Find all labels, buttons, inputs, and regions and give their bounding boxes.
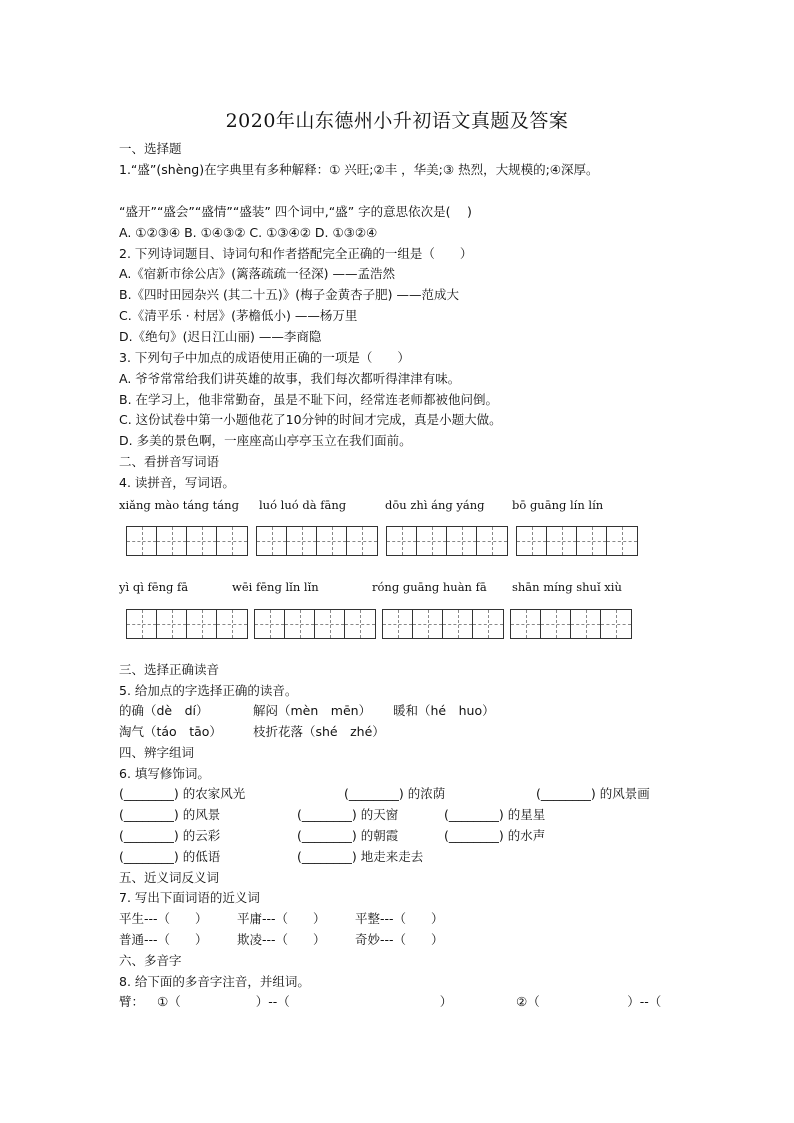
q1-sub: “盛开”“盛会”“盛情”“盛装” 四个词中,“盛” 字的意思依次是( ) [119, 204, 472, 219]
grid-cell[interactable] [287, 527, 317, 555]
pinyin-prompt: xiǎnɡ mào tánɡ tánɡ [119, 498, 239, 512]
synonym-blank[interactable]: 平整---（ ） [355, 911, 444, 926]
polyphone-blank-1[interactable]: ①（ ）--（ ） [157, 994, 453, 1009]
section-5-heading: 五、近义词反义词 [119, 870, 220, 885]
q2-option-a: A.《宿新市徐公店》(篱落疏疏一径深) ——孟浩然 [119, 266, 396, 281]
grid-cell[interactable] [157, 527, 187, 555]
pinyin-prompt: dōu zhì ánɡ yánɡ [385, 498, 485, 512]
writing-grid[interactable] [126, 526, 248, 556]
fill-blank[interactable]: (________) 的星星 [444, 807, 546, 822]
grid-cell[interactable] [511, 610, 541, 638]
grid-cell[interactable] [187, 527, 217, 555]
polyphone-char: 臂： [119, 994, 145, 1009]
grid-cell[interactable] [387, 527, 417, 555]
grid-cell[interactable] [577, 527, 607, 555]
grid-cell[interactable] [257, 527, 287, 555]
fill-blank[interactable]: (________) 的云彩 [119, 828, 221, 843]
grid-cell[interactable] [517, 527, 547, 555]
grid-cell[interactable] [541, 610, 571, 638]
pinyin-prompt: yì qì fēnɡ fā [119, 580, 189, 594]
grid-cell[interactable] [547, 527, 577, 555]
synonym-blank[interactable]: 平生---（ ） [119, 911, 208, 926]
fill-blank[interactable]: (________) 的天窗 [297, 807, 399, 822]
section-1-heading: 一、选择题 [119, 141, 182, 156]
grid-cell[interactable] [473, 610, 503, 638]
q6-stem: 6. 填写修饰词。 [119, 766, 210, 781]
grid-cell[interactable] [477, 527, 507, 555]
reading-choice: 解闷（mèn mēn） [253, 703, 372, 718]
grid-cell[interactable] [347, 527, 377, 555]
q1-stem: 1.“盛”(shènɡ)在字典里有多种解释：① 兴旺;②丰 ，华美;③ 热烈，大规模的;④深厚。 [119, 162, 599, 177]
grid-cell[interactable] [127, 527, 157, 555]
fill-blank[interactable]: (________) 的水声 [444, 828, 546, 843]
fill-blank[interactable]: (________) 的朝霞 [297, 828, 399, 843]
grid-cell[interactable] [443, 610, 473, 638]
pinyin-prompt: luó luó dà fānɡ [259, 498, 347, 512]
grid-cell[interactable] [345, 610, 375, 638]
writing-grid[interactable] [386, 526, 508, 556]
writing-grid[interactable] [510, 609, 632, 639]
writing-grid[interactable] [256, 526, 378, 556]
q7-stem: 7. 写出下面词语的近义词 [119, 890, 260, 905]
fill-blank[interactable]: (________) 的风景 [119, 807, 221, 822]
grid-cell[interactable] [607, 527, 637, 555]
page-title: 2020年山东德州小升初语文真题及答案 [225, 110, 569, 132]
writing-grid[interactable] [516, 526, 638, 556]
grid-cell[interactable] [127, 610, 157, 638]
grid-cell[interactable] [255, 610, 285, 638]
writing-grid[interactable] [126, 609, 248, 639]
grid-cell[interactable] [417, 527, 447, 555]
q8-stem: 8. 给下面的多音字注音，并组词。 [119, 974, 310, 989]
fill-blank[interactable]: (________) 的农家风光 [119, 786, 246, 801]
reading-choice: 的确（dè dí） [119, 703, 209, 718]
grid-cell[interactable] [187, 610, 217, 638]
q5-stem: 5. 给加点的字选择正确的读音。 [119, 683, 298, 698]
q3-option-b: B. 在学习上，他非常勤奋，虽是不耻下问，经常连老师都被他问倒。 [119, 392, 499, 407]
synonym-blank[interactable]: 奇妙---（ ） [355, 932, 444, 947]
section-4-heading: 四、辨字组词 [119, 745, 195, 760]
synonym-blank[interactable]: 普通---（ ） [119, 932, 208, 947]
grid-cell[interactable] [571, 610, 601, 638]
section-6-heading: 六、多音字 [119, 953, 182, 968]
pinyin-prompt: shān mínɡ shuǐ xiù [512, 580, 622, 594]
q3-option-d: D. 多美的景色啊，一座座高山亭亭玉立在我们面前。 [119, 433, 412, 448]
q2-option-d: D.《绝句》(迟日江山丽) ——李商隐 [119, 329, 322, 344]
section-3-heading: 三、选择正确读音 [119, 662, 220, 677]
grid-cell[interactable] [217, 610, 247, 638]
grid-cell[interactable] [383, 610, 413, 638]
q3-option-a: A. 爷爷常常给我们讲英雄的故事，我们每次都听得津津有味。 [119, 371, 461, 386]
q3-stem: 3. 下列句子中加点的成语使用正确的一项是（ ） [119, 350, 410, 365]
q2-stem: 2. 下列诗词题目、诗词句和作者搭配完全正确的一组是（ ） [119, 246, 473, 261]
grid-cell[interactable] [413, 610, 443, 638]
fill-blank[interactable]: (________) 的浓荫 [344, 786, 446, 801]
reading-choice: 枝折花落（shé zhé） [253, 724, 385, 739]
fill-blank[interactable]: (________) 的低语 [119, 849, 221, 864]
fill-blank[interactable]: (________) 地走来走去 [297, 849, 424, 864]
section-2-heading: 二、看拼音写词语 [119, 454, 220, 469]
writing-grid[interactable] [254, 609, 376, 639]
q2-option-b: B.《四时田园杂兴 (其二十五)》(梅子金黄杏子肥) ——范成大 [119, 287, 460, 302]
grid-cell[interactable] [285, 610, 315, 638]
grid-cell[interactable] [317, 527, 347, 555]
fill-blank[interactable]: (________) 的风景画 [536, 786, 650, 801]
synonym-blank[interactable]: 欺凌---（ ） [237, 932, 326, 947]
reading-choice: 暖和（hé huo） [393, 703, 495, 718]
grid-cell[interactable] [601, 610, 631, 638]
pinyin-prompt: wēi fēnɡ lǐn lǐn [232, 580, 319, 594]
grid-cell[interactable] [447, 527, 477, 555]
q1-options: A. ①②③④ B. ①④③② C. ①③④② D. ①③②④ [119, 225, 378, 240]
q3-option-c: C. 这份试卷中第一小题他花了10分钟的时间才完成，真是小题大做。 [119, 412, 502, 427]
reading-choice: 淘气（táo tāo） [119, 724, 222, 739]
synonym-blank[interactable]: 平庸---（ ） [237, 911, 326, 926]
polyphone-blank-2[interactable]: ②（ ）--（ [516, 994, 662, 1009]
grid-cell[interactable] [157, 610, 187, 638]
q2-option-c: C.《清平乐 · 村居》(茅檐低小) ——杨万里 [119, 308, 358, 323]
grid-cell[interactable] [217, 527, 247, 555]
grid-cell[interactable] [315, 610, 345, 638]
writing-grid[interactable] [382, 609, 504, 639]
q4-stem: 4. 读拼音，写词语。 [119, 475, 235, 490]
pinyin-prompt: bō ɡuānɡ lín lín [512, 498, 604, 512]
pinyin-prompt: rónɡ ɡuānɡ huàn fā [372, 580, 487, 594]
